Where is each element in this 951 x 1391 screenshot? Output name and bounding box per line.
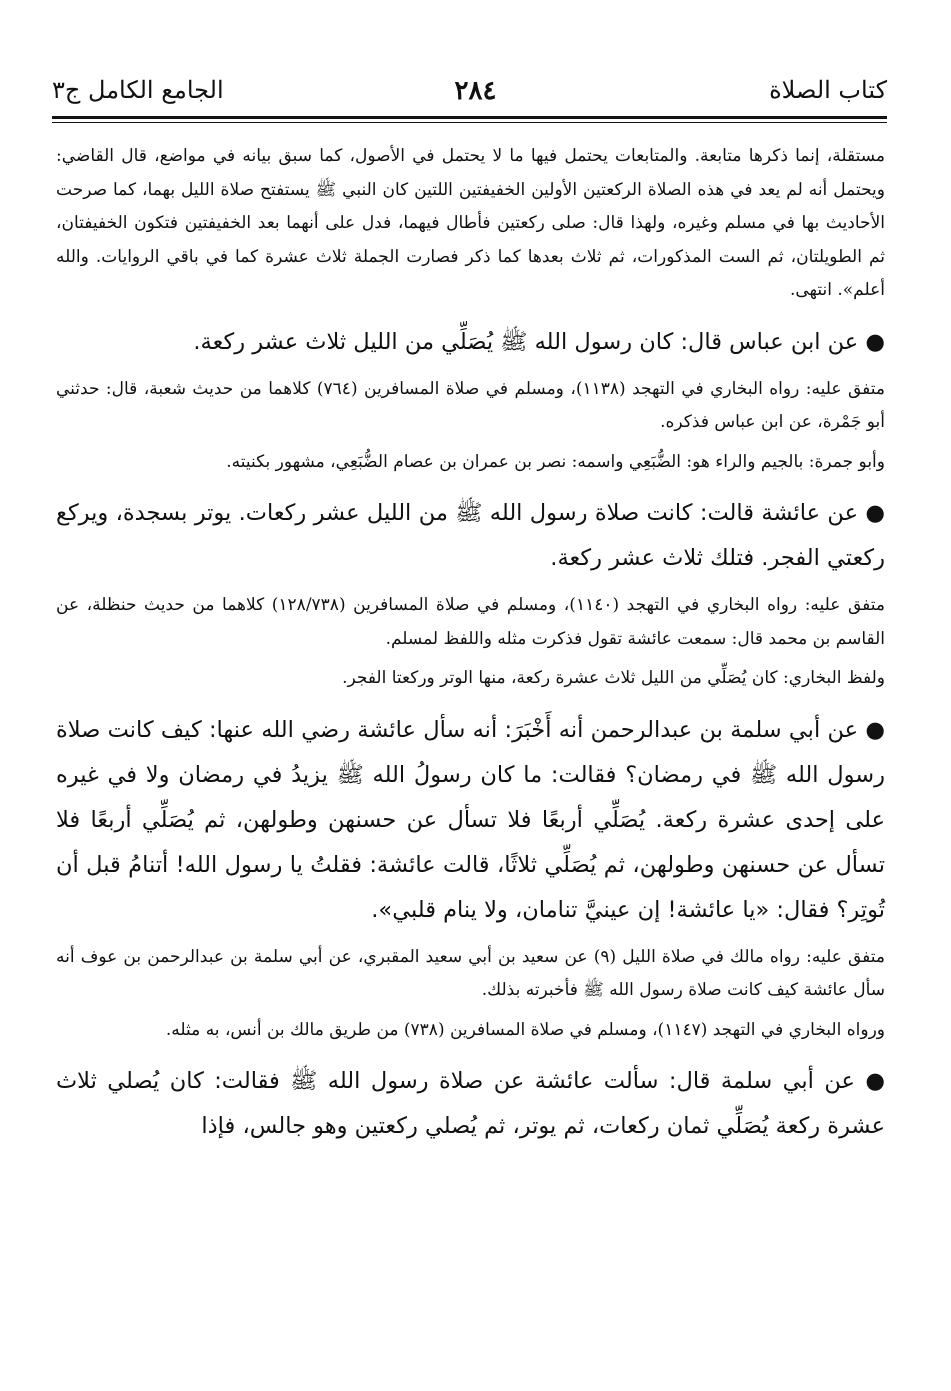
hadith-ibn-abbas: ● عن ابن عباس قال: كان رسول الله ﷺ يُصَلِّي من الليل ثلاث عشر ركعة. — [193, 328, 885, 355]
takhrij-ibn-abbas: متفق عليه: رواه البخاري في التهجد (١١٣٨)، ومسلم في صلاة المسافرين (٧٦٤) كلاهما من حديث شعبة، قال: حدثني أبو جَمْرة، عن ابن عباس فذكره. — [56, 378, 885, 432]
hadith-abu-salama-thirteen: ● عن أبي سلمة قال: سألت عائشة عن صلاة رسول الله ﷺ فقالت: كان يُصلي ثلاث عشرة ركعة يُصَلِّي ثمان ركعات، ثم يوتر، ثم يُصلي ركعتين وهو جالس، فإذا — [56, 1068, 885, 1139]
page-body — [56, 140, 885, 1157]
hadith-abu-salama-ramadan: ● عن أبي سلمة بن عبدالرحمن أنه أَخْبَرَ: أنه سأل عائشة رضي الله عنها: كيف كانت صلاة رسول الله ﷺ في رمضان؟ فقالت: ما كان رسولُ الله ﷺ يزيدُ في رمضان ولا في غيره على إحدى عشرة ركعة. يُصَلِّي أربعًا فلا تسأل عن حسنهن وطولهن، ثم يُصَلِّي أربعًا فلا تسأل عن حسنهن وطولهن، ثم يُصَلِّي ثلاثًا، قالت عائشة: فقلتُ يا رسول الله! أتنامُ قبل أن تُوتِر؟ فقال: «يا عائشة! إن عينيَّ تنامان، ولا ينام قلبي». — [56, 716, 885, 923]
page-number: ٢٨٤ — [454, 76, 497, 106]
header-rule-thin — [52, 122, 887, 123]
header-rule-thick — [52, 116, 887, 119]
running-header-book: الجامع الكامل ج٣ — [52, 76, 224, 104]
running-header-section: كتاب الصلاة — [769, 76, 887, 104]
note-abu-jamra: وأبو جمرة: بالجيم والراء هو: الضُّبَعِي واسمه: نصر بن عمران بن عصام الضُّبَعِي، مشهور بكنيته. — [226, 451, 885, 472]
hadith-aisha-ten-rakat: ● عن عائشة قالت: كانت صلاة رسول الله ﷺ من الليل عشر ركعات. يوتر بسجدة، ويركع ركعتي الفجر. فتلك ثلاث عشر ركعة. — [56, 500, 885, 571]
commentary-paragraph: مستقلة، إنما ذكرها متابعة. والمتابعات يحتمل فيها ما لا يحتمل في الأصول، كما سبق بيانه في مواضع، قال القاضي: ويحتمل أنه لم يعد في هذه الصلاة الركعتين الأولين الخفيفتين اللتين كان النبي ﷺ يستفتح صلاة الليل بهما، كما صرحت الأحاديث بها في مسلم وغيره، ولهذا قال: صلى ركعتين فأطال فيهما، فدل على أنهما بعد الخفيفتين فتكون الخفيفتان، ثم الطويلتان، ثم الست المذكورات، ثم ثلاث بعدها كما ذكر فصارت الجملة ثلاث عشرة كما في باقي الروايات. والله أعلم». انتهى. — [56, 146, 885, 300]
bukhari-wording: ولفظ البخاري: كان يُصَلِّي من الليل ثلاث عشرة ركعة، منها الوتر وركعتا الفجر. — [342, 668, 885, 688]
takhrij-malik: متفق عليه: رواه مالك في صلاة الليل (٩) عن سعيد بن أبي سعيد المقبري، عن أبي سلمة بن عبدالرحمن بن عوف أنه سأل عائشة كيف كانت صلاة رسول الله ﷺ فأخبرته بذلك. — [56, 946, 886, 1000]
takhrij-aisha-ten-rakat: متفق عليه: رواه البخاري في التهجد (١١٤٠)، ومسلم في صلاة المسافرين (١٢٨/٧٣٨) كلاهما من حديث حنظلة، عن القاسم بن محمد قال: سمعت عائشة تقول فذكرت مثله واللفظ لمسلم. — [56, 595, 886, 649]
takhrij-bukhari-muslim: ورواه البخاري في التهجد (١١٤٧)، ومسلم في صلاة المسافرين (٧٣٨) من طريق مالك بن أنس، به مثله. — [165, 1019, 885, 1040]
